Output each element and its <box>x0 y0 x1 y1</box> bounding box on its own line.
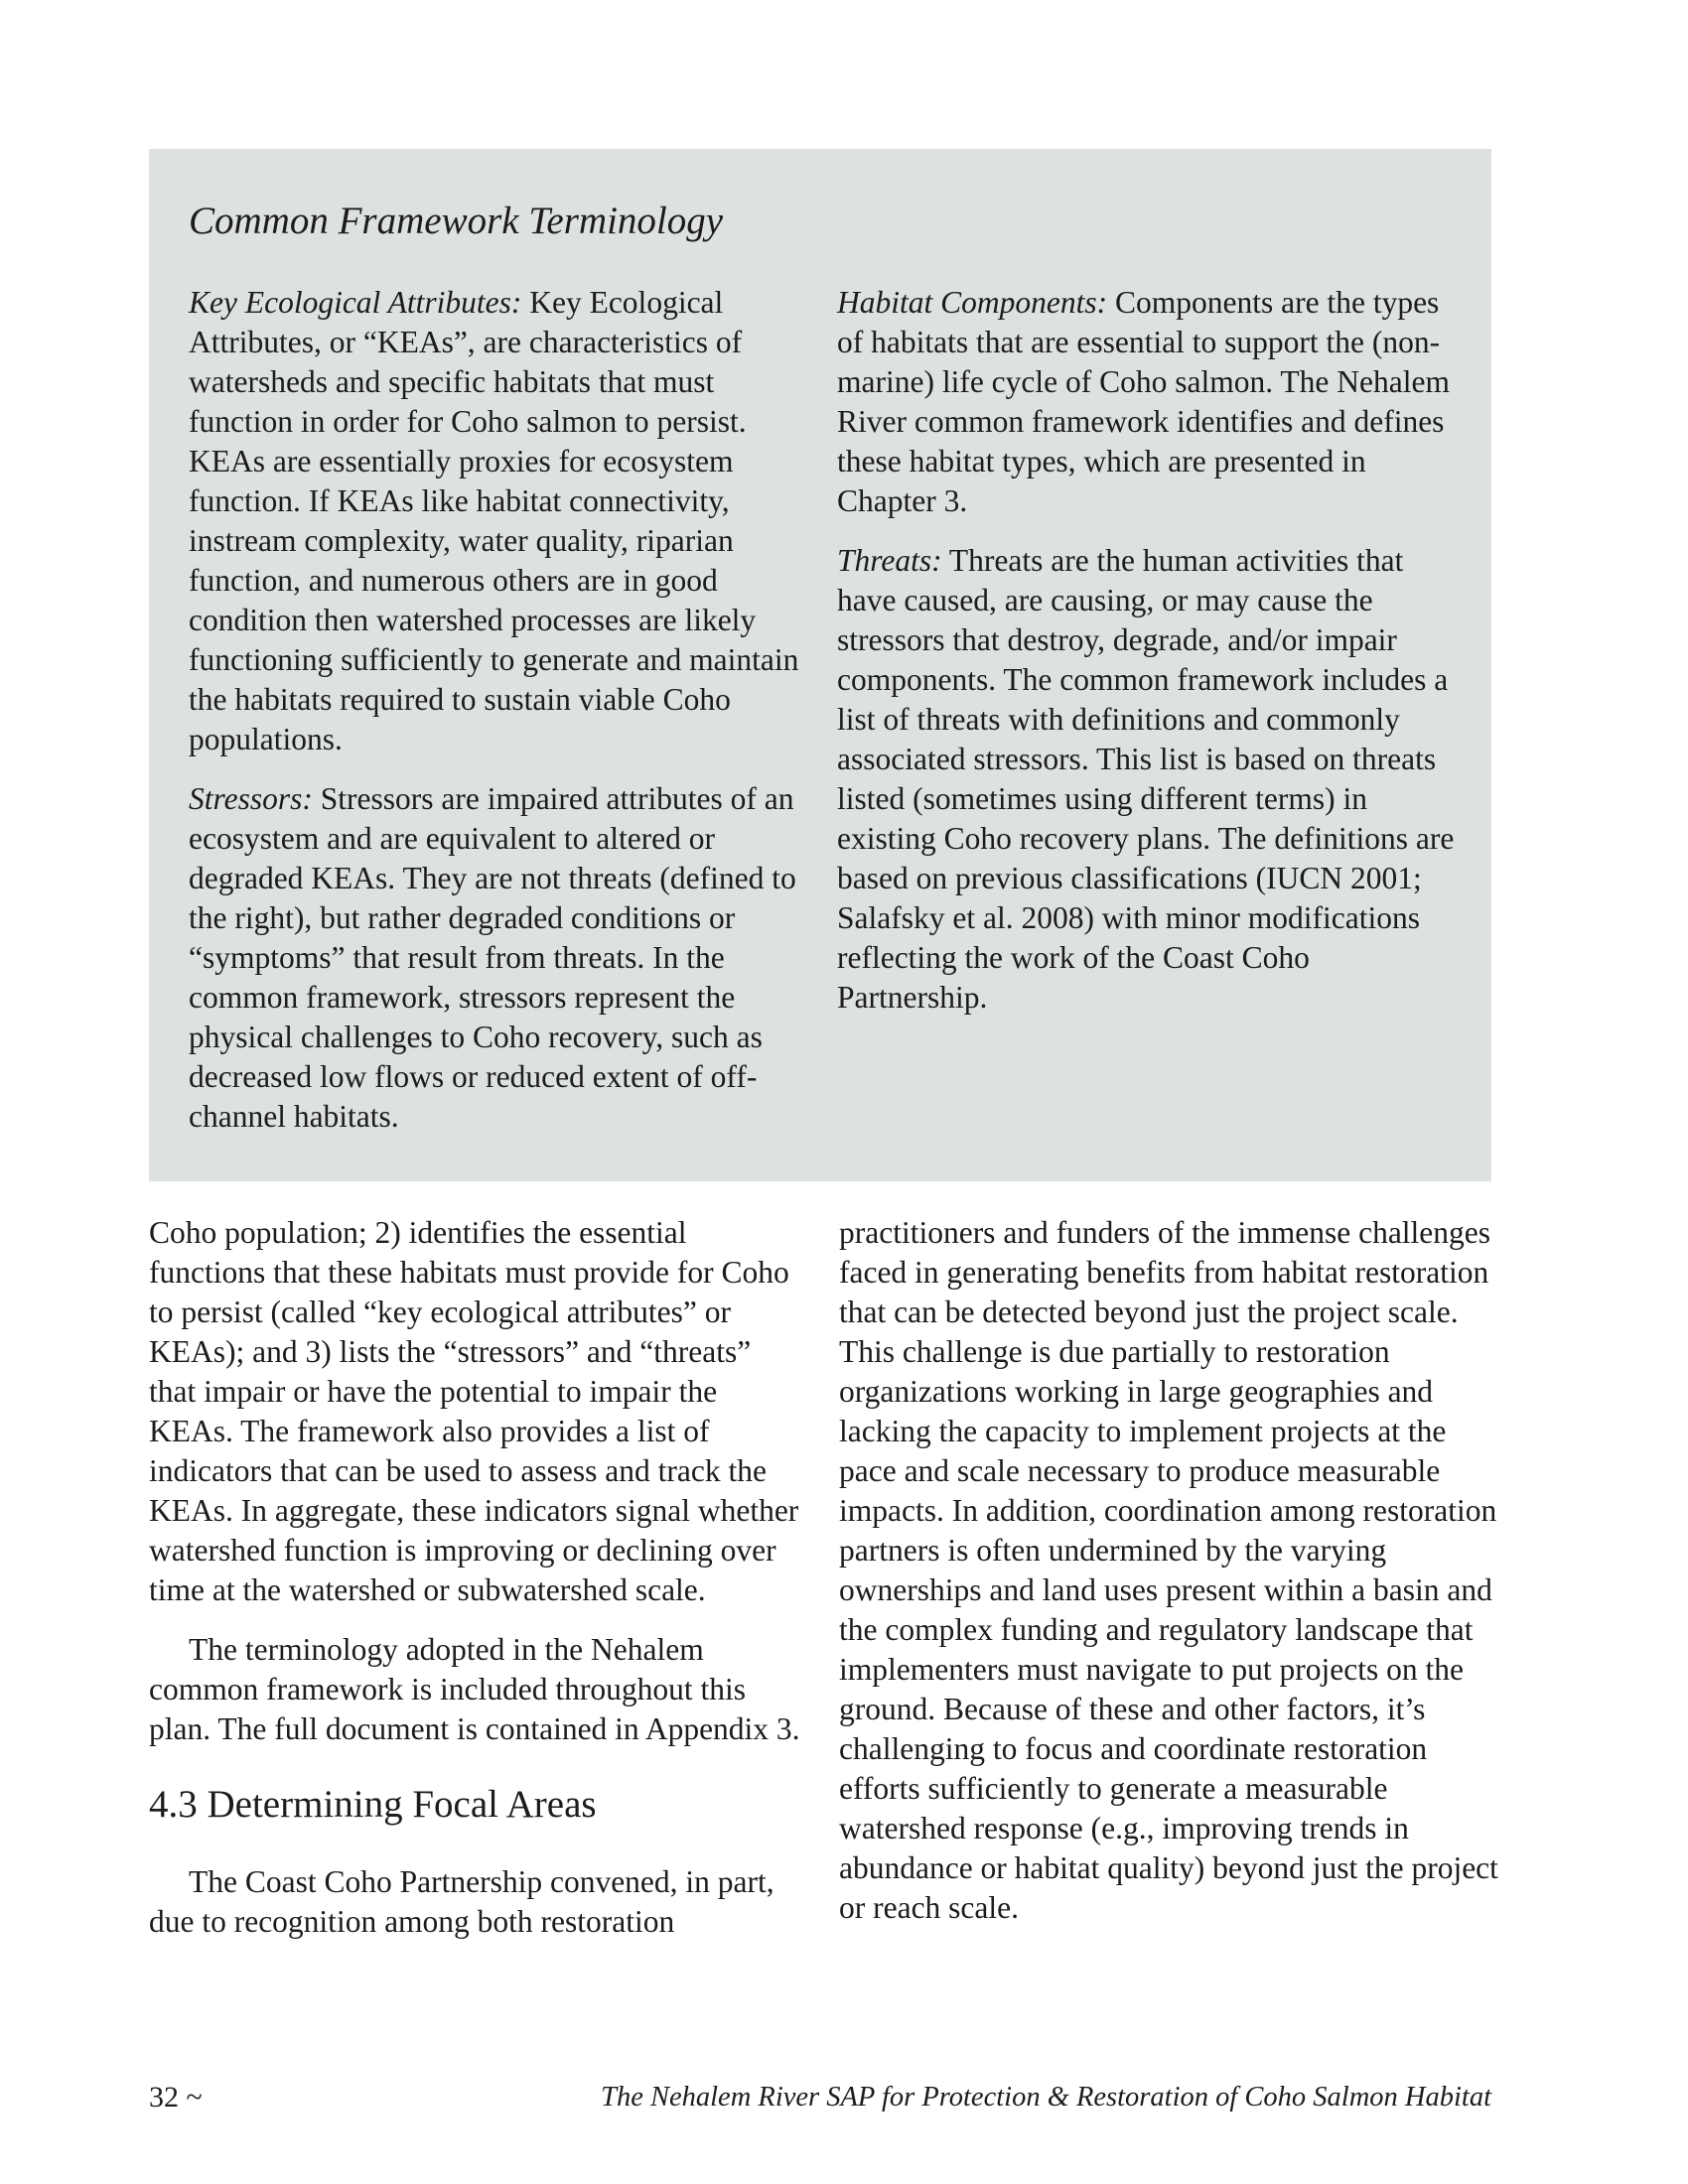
section-heading: 4.3 Determining Focal Areas <box>149 1783 597 1826</box>
definition-kea-text: Key Ecological Attributes, or “KEAs”, are characteristics of watersheds and specific habitats that must function in order for Coho salmon to persist. KEAs are essentially proxies for ecosystem function. If KEAs like habitat connectivity, instream complexity, water quality, riparian function, and numerous others are in good condition then watershed processes are likely functioning sufficiently to generate and maintain the habitats required to sustain viable Coho populations. <box>189 285 799 756</box>
term-threats: Threats: <box>837 543 942 578</box>
sidebar-left-column <box>189 283 800 1157</box>
page-number: 32 ~ <box>149 2081 203 2114</box>
body-paragraph: Coho population; 2) identifies the essential functions that these habitats must provide for Coho to persist (called “key ecological attributes” or KEAs); and 3) lists the “stressors” and “threats” that impair or have the potential to impair the KEAs. The framework also provides a list of indicators that can be used to assess and track the KEAs. In aggregate, these indicators signal whether watershed function is improving or declining over time at the watershed or subwatershed scale. <box>149 1215 799 1607</box>
body-right-column <box>839 1213 1504 1948</box>
definition-kea <box>189 283 800 759</box>
sidebar-title: Common Framework Terminology <box>189 200 724 242</box>
definition-threats-text: Threats are the human activities that have caused, are causing, or may cause the stressors that destroy, degrade, and/or impair components. The common framework includes a list of threats with definitions and commonly associated stressors. This list is based on threats listed (sometimes using different terms) in existing Coho recovery plans. The definitions are based on previous classifications (IUCN 2001; Salafsky et al. 2008) with minor modifications reflecting the work of the Coast Coho Partnership. <box>837 543 1455 1015</box>
running-title: The Nehalem River SAP for Protection & Restoration of Coho Salmon Habitat <box>601 2082 1491 2113</box>
body-paragraph: The Coast Coho Partnership convened, in part, due to recognition among both restoration <box>149 1864 774 1939</box>
terminology-sidebar <box>149 149 1491 1181</box>
definition-threats <box>837 541 1459 1018</box>
body-paragraph: The terminology adopted in the Nehalem common framework is included throughout this plan. The full document is contained in Appendix 3. <box>149 1632 800 1746</box>
definition-habitat-components <box>837 283 1459 521</box>
term-stressors: Stressors: <box>189 781 313 816</box>
body-paragraph: practitioners and funders of the immense challenges faced in generating benefits from habitat restoration that can be detected beyond just the project scale. This challenge is due partially to restoration organizations working in large geographies and lacking the capacity to implement projects at the pace and scale necessary to produce measurable impacts. In addition, coordination among restoration partners is often undermined by the varying ownerships and land uses present within a basin and the complex funding and regulatory landscape that implementers must navigate to put projects on the ground. Because of these and other factors, it’s challenging to focus and coordinate restoration efforts sufficiently to generate a measurable watershed response (e.g., improving trends in abundance or habitat quality) beyond just the project or reach scale. <box>839 1215 1498 1925</box>
term-kea: Key Ecological Attributes: <box>189 285 522 320</box>
definition-habitat-components-text: Components are the types of habitats that are essential to support the (non-marine) life cycle of Coho salmon. The Nehalem River common framework identifies and defines these habitat types, which are presented in Chapter 3. <box>837 285 1450 518</box>
definition-stressors <box>189 779 800 1137</box>
sidebar-right-column <box>837 283 1459 1037</box>
term-habitat-components: Habitat Components: <box>837 285 1108 320</box>
body-left-column <box>149 1213 804 1962</box>
definition-stressors-text: Stressors are impaired attributes of an ecosystem and are equivalent to altered or degraded KEAs. They are not threats (defined to the right), but rather degraded conditions or “symptoms” that result from threats. In the common framework, stressors represent the physical challenges to Coho recovery, such as decreased low flows or reduced extent of off-channel habitats. <box>189 781 796 1134</box>
